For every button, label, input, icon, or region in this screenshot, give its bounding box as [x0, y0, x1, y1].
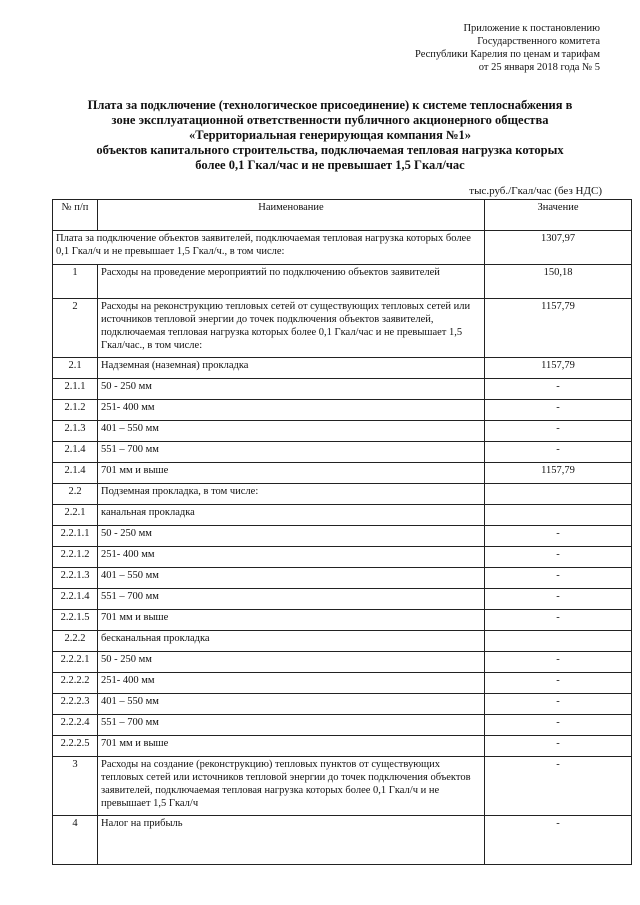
title-line: более 0,1 Гкал/час и не превышает 1,5 Гкал/час: [195, 158, 465, 172]
row-num: 2.1: [53, 358, 98, 379]
table-row: [53, 589, 632, 610]
row-value: -: [485, 694, 632, 715]
table-row: [53, 299, 632, 358]
lead-name: Плата за подключение объектов заявителей, подключаемая тепловая нагрузка которых более 0,1 Гкал/ч и не превышает 1,5 Гкал/ч., в том числе:: [53, 231, 485, 265]
row-value: -: [485, 526, 632, 547]
table-row: [53, 400, 632, 421]
table-row: [53, 610, 632, 631]
row-num: 2.1.1: [53, 379, 98, 400]
row-value: -: [485, 568, 632, 589]
title-line: Плата за подключение (технологическое присоединение) к системе теплоснабжения в: [87, 98, 573, 112]
row-num: 2.2.1.1: [53, 526, 98, 547]
row-name: бесканальная прокладка: [98, 631, 485, 652]
row-name: 50 - 250 мм: [98, 379, 485, 400]
row-num: 2.2.1.3: [53, 568, 98, 589]
row-value: -: [485, 757, 632, 816]
table-row: [53, 568, 632, 589]
row-name: 401 – 550 мм: [98, 568, 485, 589]
row-name: 251- 400 мм: [98, 547, 485, 568]
table-row: [53, 484, 632, 505]
row-name: 401 – 550 мм: [98, 421, 485, 442]
row-name: Надземная (наземная) прокладка: [98, 358, 485, 379]
document-title: [60, 98, 600, 173]
table-row: [53, 736, 632, 757]
row-value: 1157,79: [485, 358, 632, 379]
appendix-line: Приложение к постановлению: [463, 23, 600, 34]
row-num: 2.2.2: [53, 631, 98, 652]
table-row: [53, 265, 632, 299]
row-name: Налог на прибыль: [98, 816, 485, 865]
row-name: канальная прокладка: [98, 505, 485, 526]
row-name: Расходы на проведение мероприятий по подключению объектов заявителей: [98, 265, 485, 299]
row-num: 2.2.2.5: [53, 736, 98, 757]
row-name: 701 мм и выше: [98, 610, 485, 631]
row-num: 2.2.2.1: [53, 652, 98, 673]
row-num: 3: [53, 757, 98, 816]
row-num: 2.2.1.4: [53, 589, 98, 610]
row-num: 2.2.2.2: [53, 673, 98, 694]
appendix-block: [340, 22, 600, 74]
appendix-line: от 25 января 2018 года № 5: [478, 62, 600, 73]
row-name: 701 мм и выше: [98, 736, 485, 757]
row-value: 1157,79: [485, 299, 632, 358]
row-value: -: [485, 421, 632, 442]
row-name: 551 – 700 мм: [98, 442, 485, 463]
table-row: [53, 816, 632, 865]
row-num: 2.2.1.5: [53, 610, 98, 631]
title-line: объектов капитального строительства, подключаемая тепловая нагрузка которых: [96, 143, 564, 157]
row-name: Расходы на реконструкцию тепловых сетей от существующих тепловых сетей или источников тепловой энергии до точек подключения объектов заявителей, подключаемая тепловая нагрузка которых более 0,1 Гкал/час и не превышает 1,5 Гкал/час., в том числе:: [98, 299, 485, 358]
row-num: 2.2.2.3: [53, 694, 98, 715]
header-name: Наименование: [98, 200, 485, 231]
table-row: [53, 505, 632, 526]
row-value: 1157,79: [485, 463, 632, 484]
row-value: -: [485, 589, 632, 610]
header-num: № п/п: [53, 200, 98, 231]
row-name: 50 - 250 мм: [98, 652, 485, 673]
row-name: 401 – 550 мм: [98, 694, 485, 715]
row-value: [485, 631, 632, 652]
table-row: [53, 526, 632, 547]
row-value: 150,18: [485, 265, 632, 299]
row-value: -: [485, 547, 632, 568]
row-num: 1: [53, 265, 98, 299]
row-name: 701 мм и выше: [98, 463, 485, 484]
row-name: 50 - 250 мм: [98, 526, 485, 547]
lead-value: 1307,97: [485, 231, 632, 265]
row-value: [485, 484, 632, 505]
row-num: 2.1.4: [53, 442, 98, 463]
row-num: 2.1.2: [53, 400, 98, 421]
table-row: [53, 379, 632, 400]
table-row: [53, 547, 632, 568]
row-value: -: [485, 816, 632, 865]
table-row: [53, 715, 632, 736]
appendix-line: Республики Карелия по ценам и тарифам: [415, 49, 600, 60]
row-num: 2.2: [53, 484, 98, 505]
fee-table: [52, 199, 632, 865]
table-row: [53, 673, 632, 694]
row-value: -: [485, 652, 632, 673]
row-value: -: [485, 715, 632, 736]
row-value: -: [485, 379, 632, 400]
row-name: 551 – 700 мм: [98, 715, 485, 736]
table-header-row: [53, 200, 632, 231]
units-label: тыс.руб./Гкал/час (без НДС): [469, 185, 602, 197]
table-row: [53, 694, 632, 715]
row-num: 2.2.1: [53, 505, 98, 526]
row-num: 2.1.4: [53, 463, 98, 484]
row-value: -: [485, 673, 632, 694]
table-row-lead: [53, 231, 632, 265]
title-line: зоне эксплуатационной ответственности публичного акционерного общества: [111, 113, 549, 127]
row-num: 2.1.3: [53, 421, 98, 442]
table-row: [53, 652, 632, 673]
row-value: [485, 505, 632, 526]
table-row: [53, 358, 632, 379]
row-name: Расходы на создание (реконструкцию) тепловых пунктов от существующих тепловых сетей или источников тепловой энергии до точек подключения объектов заявителей, подключаемая тепловая нагрузка которых более 0,1 Гкал/ч и не превышает 1,5 Гкал/ч: [98, 757, 485, 816]
row-name: 251- 400 мм: [98, 400, 485, 421]
table-row: [53, 463, 632, 484]
table-row: [53, 631, 632, 652]
row-num: 2.2.1.2: [53, 547, 98, 568]
row-name: 251- 400 мм: [98, 673, 485, 694]
appendix-line: Государственного комитета: [477, 36, 600, 47]
row-value: -: [485, 736, 632, 757]
row-num: 2: [53, 299, 98, 358]
table-row: [53, 442, 632, 463]
row-num: 4: [53, 816, 98, 865]
title-line: «Территориальная генерирующая компания №1»: [188, 128, 472, 142]
table-row: [53, 421, 632, 442]
header-value: Значение: [485, 200, 632, 231]
row-value: -: [485, 610, 632, 631]
row-value: -: [485, 442, 632, 463]
table-row: [53, 757, 632, 816]
row-name: 551 – 700 мм: [98, 589, 485, 610]
row-name: Подземная прокладка, в том числе:: [98, 484, 485, 505]
row-value: -: [485, 400, 632, 421]
row-num: 2.2.2.4: [53, 715, 98, 736]
